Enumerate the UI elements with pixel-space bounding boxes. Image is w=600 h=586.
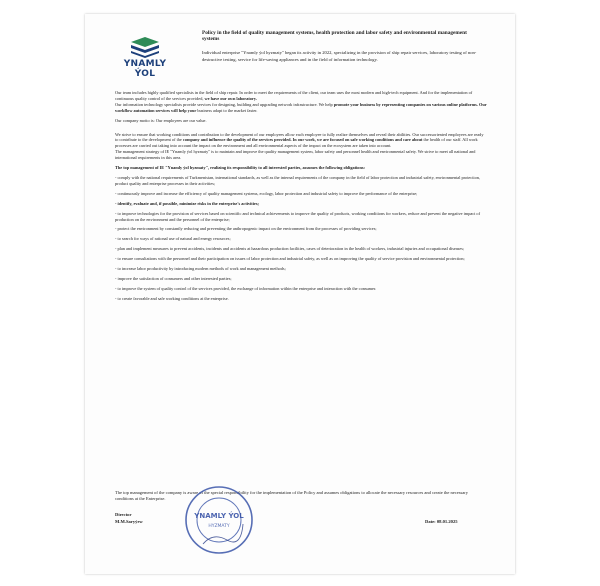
company-logo [114, 36, 176, 79]
policy-date: Date: 08.01.2025 [425, 519, 458, 524]
obligation-item: - comply with the national requirements of Turkmenistan, international standards, as well as the internal requirements of the company in the field of labor protection and industrial safety, environmental protection, product quality and enterprise processes in their activities; [115, 174, 480, 186]
policy-body [115, 90, 487, 306]
obligation-item: - to increase labor productivity by introducing modern methods of work and management methods; [115, 266, 286, 272]
obligation-item: - plan and implement measures to prevent accidents, incidents and accidents at hazardous production facilities, cases of deterioration in the health of workers, industrial injuries and occupational diseases; [115, 246, 465, 252]
obligation-item: - to search for ways of rational use of natural and energy resources; [115, 236, 231, 242]
director-name: M.M.Saryýew [115, 519, 143, 524]
obligation-item: - continuously improve and increase the efficiency of quality management systems, ecology, labor protection and industrial safety to improve the performance of the enterprise; [115, 190, 418, 196]
company-motto: Our company motto is: Our employees are our value. [115, 117, 207, 123]
logo-mark-icon [129, 36, 161, 58]
director-signature-block [115, 511, 143, 525]
obligation-item: - to improve technologies for the provision of services based on scientific and technical achievements to improve the quality of products, working conditions for workers, reduce and prevent the negative impact of production on the environment and the personnel of the enterprise; [115, 210, 481, 222]
obligations-list [115, 175, 487, 302]
management-obligations-heading: The top management of IE "Ynamly ýol hyzmaty", realizing its responsibility to all interested parties, assumes the following obligations: [115, 165, 365, 171]
policy-intro: Individual enterprise "Ynamly ýol hyzmaty" began its activity in 2022, specializing in the provision of ship repair services, laboratory testing of non-destructive testing, service for life-saving appliances and in the field of information technology. [202, 50, 477, 62]
obligation-item: - to ensure consultations with the personnel and their participation on issues of labor protection and industrial safety, as well as on improving the quality of service provision and environmental protection; [115, 256, 465, 262]
obligation-item: - improve the satisfaction of consumers and other interested parties; [115, 275, 232, 281]
stamp-sub-text: HYZMATY [208, 524, 230, 529]
company-stamp-icon [183, 484, 255, 556]
logo-wordmark: YNAMLY ÝOL [123, 59, 167, 79]
policy-title: Policy in the field of quality management systems, health protection and labor safety and environmental management systems [202, 30, 467, 43]
obligation-item: - to create favorable and safe working conditions at the enterprise. [115, 295, 229, 301]
obligation-item: - to improve the system of quality control of the services provided, the exchange of information within the enterprise and interaction with the consumer. [115, 285, 377, 291]
obligation-item: - identify, evaluate and, if possible, minimize risks in the enterprise's activities; [115, 200, 259, 206]
paragraph-employees: We strive to ensure that working conditions and contribution to the development of our employees allow each employee to fully realize themselves and reveal their abilities. Our successoriented employees are ready to contribute to the development of the company and influence the quality of the services provided. In our work, we are focused on safe working conditions and care about the health of our staff. All work processes are carried out taking into account the impact on the environment and all environmental aspects of the impact on the ecosystem are taken into account. The management strategy of IE "Ynamly ýol hyzmaty" is to maintain and improve the quality management system, labor safety and personnel health and environmental safety. We strive to meet all national and international requirements in this area. [115, 131, 484, 161]
director-label: Director [115, 512, 132, 517]
closing-statement: The top management of the company is aware of the special responsibility for the implementation of the Policy and assumes obligations to allocate the necessary resources and create the necessary conditions at the Enterprise. [115, 490, 469, 501]
paragraph-team: Our team includes highly qualified specialists in the field of ship repair. In order to meet the requirements of the client, our team uses the most modern and high-tech equipment. And for the implementation of continuous quality control of the services provided, we have our own laboratory. Our information technology specialists provide services for designing, building and upgrading network infrastructure. We help promote your business by representing companies on various online platforms. Our workflow automation services will help your business adapt to the market faster. [115, 90, 487, 113]
obligation-item: - protect the environment by constantly reducing and preventing the anthropogenic impact on the environment from the processes of providing services; [115, 226, 377, 232]
document-page [85, 14, 515, 574]
stamp-center-text: YNAMLY ÝOL [194, 512, 244, 520]
